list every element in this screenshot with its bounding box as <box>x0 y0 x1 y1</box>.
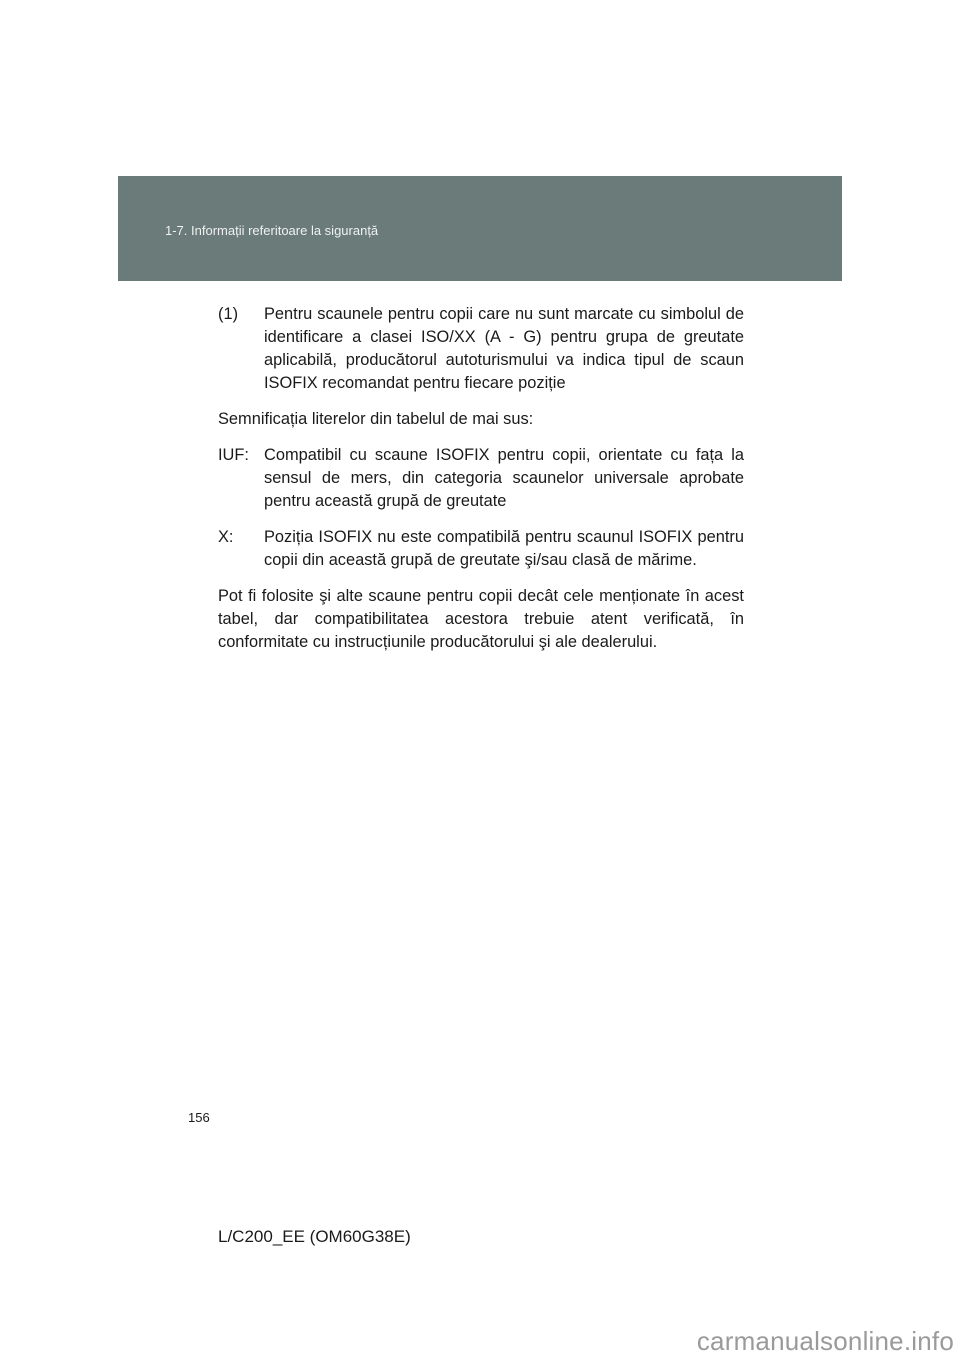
document-code: L/C200_EE (OM60G38E) <box>218 1227 411 1246</box>
footnote-1 <box>218 303 744 395</box>
section-title: 1-7. Informații referitoare la siguranță <box>165 223 379 238</box>
legend-text: Poziția ISOFIX nu este compatibilă pentru scaunul ISOFIX pentru copii din această grupă de greutate şi/sau clasă de mărime. <box>264 528 744 569</box>
watermark: carmanualsonline.info <box>696 1326 954 1356</box>
closing-paragraph: Pot fi folosite şi alte scaune pentru copii decât cele menționate în acest tabel, dar compatibilitatea acestora trebuie atent verificată, în conformitate cu instrucțiunile producătorului şi ale dealerului. <box>218 587 744 651</box>
section-header <box>118 176 842 281</box>
footnote-label: (1) <box>218 305 239 323</box>
legend-label: IUF: <box>218 446 249 464</box>
legend-item-iuf <box>218 444 744 513</box>
page-number: 156 <box>188 1110 210 1125</box>
legend-text: Compatibil cu scaune ISOFIX pentru copii, orientate cu fața la sensul de mers, din categoria scaunelor universale aprobate pentru această grupă de greutate <box>264 446 744 510</box>
legend-item-x <box>218 526 744 572</box>
footnote-text: Pentru scaunele pentru copii care nu sunt marcate cu simbolul de identificare a clasei ISO/XX (A - G) pentru grupa de greutate aplicabilă, producătorul autoturismului va indica tipul de scaun ISOFIX recomandat pentru fiecare poziție <box>264 305 744 392</box>
legend-label: X: <box>218 528 234 546</box>
page-content <box>218 303 744 667</box>
legend-intro: Semnificația literelor din tabelul de mai sus: <box>218 410 534 428</box>
